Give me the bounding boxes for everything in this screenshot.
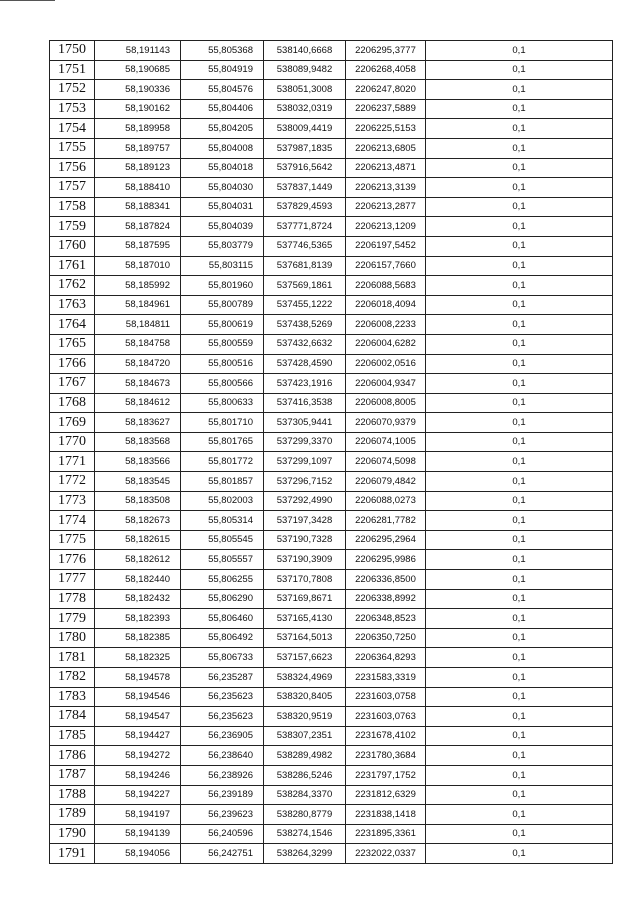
accuracy-cell: 0,1 (426, 374, 613, 394)
latitude-cell: 58,182325 (95, 648, 181, 668)
y-coordinate-cell: 2206079,4842 (346, 472, 426, 492)
y-coordinate-cell: 2206213,2877 (346, 197, 426, 217)
latitude-cell: 58,182615 (95, 530, 181, 550)
y-coordinate-cell: 2206338,8992 (346, 589, 426, 609)
longitude-cell: 56,239189 (181, 785, 264, 805)
latitude-cell: 58,189123 (95, 158, 181, 178)
accuracy-cell: 0,1 (426, 276, 613, 296)
x-coordinate-cell: 537299,1097 (264, 452, 346, 472)
longitude-cell: 55,800559 (181, 334, 264, 354)
point-number-cell: 1774 (50, 511, 95, 531)
x-coordinate-cell: 537416,3538 (264, 393, 346, 413)
longitude-cell: 55,806290 (181, 589, 264, 609)
accuracy-cell: 0,1 (426, 628, 613, 648)
y-coordinate-cell: 2206295,9986 (346, 550, 426, 570)
point-number-cell: 1788 (50, 785, 95, 805)
x-coordinate-cell: 537197,3428 (264, 511, 346, 531)
latitude-cell: 58,183545 (95, 472, 181, 492)
table-row (50, 217, 613, 237)
table-row (50, 315, 613, 335)
accuracy-cell: 0,1 (426, 824, 613, 844)
table-row (50, 726, 613, 746)
point-number-cell: 1754 (50, 119, 95, 139)
y-coordinate-cell: 2206088,0273 (346, 491, 426, 511)
y-coordinate-cell: 2231603,0763 (346, 707, 426, 727)
longitude-cell: 55,802003 (181, 491, 264, 511)
point-number-cell: 1779 (50, 609, 95, 629)
point-number-cell: 1778 (50, 589, 95, 609)
table-row (50, 99, 613, 119)
y-coordinate-cell: 2206004,6282 (346, 334, 426, 354)
y-coordinate-cell: 2206004,9347 (346, 374, 426, 394)
table-row (50, 393, 613, 413)
coordinates-table-body (50, 41, 613, 864)
x-coordinate-cell: 538284,3370 (264, 785, 346, 805)
point-number-cell: 1789 (50, 805, 95, 825)
latitude-cell: 58,182673 (95, 511, 181, 531)
longitude-cell: 55,806255 (181, 570, 264, 590)
y-coordinate-cell: 2231780,3684 (346, 746, 426, 766)
longitude-cell: 56,235623 (181, 687, 264, 707)
table-row (50, 236, 613, 256)
table-row (50, 550, 613, 570)
latitude-cell: 58,183508 (95, 491, 181, 511)
x-coordinate-cell: 537157,6623 (264, 648, 346, 668)
point-number-cell: 1753 (50, 99, 95, 119)
point-number-cell: 1751 (50, 60, 95, 80)
table-row (50, 628, 613, 648)
y-coordinate-cell: 2206157,7660 (346, 256, 426, 276)
accuracy-cell: 0,1 (426, 511, 613, 531)
point-number-cell: 1777 (50, 570, 95, 590)
accuracy-cell: 0,1 (426, 334, 613, 354)
y-coordinate-cell: 2231812,6329 (346, 785, 426, 805)
latitude-cell: 58,185992 (95, 276, 181, 296)
y-coordinate-cell: 2206197,5452 (346, 236, 426, 256)
accuracy-cell: 0,1 (426, 138, 613, 158)
point-number-cell: 1784 (50, 707, 95, 727)
x-coordinate-cell: 537987,1835 (264, 138, 346, 158)
y-coordinate-cell: 2206350,7250 (346, 628, 426, 648)
accuracy-cell: 0,1 (426, 648, 613, 668)
x-coordinate-cell: 537455,1222 (264, 295, 346, 315)
latitude-cell: 58,184720 (95, 354, 181, 374)
point-number-cell: 1780 (50, 628, 95, 648)
longitude-cell: 56,238926 (181, 765, 264, 785)
latitude-cell: 58,190336 (95, 80, 181, 100)
x-coordinate-cell: 537771,8724 (264, 217, 346, 237)
table-row (50, 60, 613, 80)
longitude-cell: 55,801710 (181, 413, 264, 433)
y-coordinate-cell: 2206213,1209 (346, 217, 426, 237)
y-coordinate-cell: 2206295,3777 (346, 41, 426, 61)
table-row (50, 785, 613, 805)
x-coordinate-cell: 538140,6668 (264, 41, 346, 61)
y-coordinate-cell: 2231678,4102 (346, 726, 426, 746)
table-row (50, 413, 613, 433)
latitude-cell: 58,194197 (95, 805, 181, 825)
longitude-cell: 55,800633 (181, 393, 264, 413)
x-coordinate-cell: 537170,7808 (264, 570, 346, 590)
table-row (50, 589, 613, 609)
x-coordinate-cell: 537829,4593 (264, 197, 346, 217)
latitude-cell: 58,187824 (95, 217, 181, 237)
point-number-cell: 1762 (50, 276, 95, 296)
accuracy-cell: 0,1 (426, 158, 613, 178)
accuracy-cell: 0,1 (426, 236, 613, 256)
x-coordinate-cell: 537569,1861 (264, 276, 346, 296)
point-number-cell: 1767 (50, 374, 95, 394)
longitude-cell: 55,800789 (181, 295, 264, 315)
table-row (50, 765, 613, 785)
x-coordinate-cell: 537746,5365 (264, 236, 346, 256)
y-coordinate-cell: 2206213,6805 (346, 138, 426, 158)
accuracy-cell: 0,1 (426, 393, 613, 413)
point-number-cell: 1782 (50, 668, 95, 688)
y-coordinate-cell: 2206364,8293 (346, 648, 426, 668)
latitude-cell: 58,189757 (95, 138, 181, 158)
accuracy-cell: 0,1 (426, 530, 613, 550)
latitude-cell: 58,182393 (95, 609, 181, 629)
point-number-cell: 1769 (50, 413, 95, 433)
table-row (50, 119, 613, 139)
table-row (50, 472, 613, 492)
accuracy-cell: 0,1 (426, 472, 613, 492)
accuracy-cell: 0,1 (426, 99, 613, 119)
x-coordinate-cell: 537169,8671 (264, 589, 346, 609)
point-number-cell: 1764 (50, 315, 95, 335)
latitude-cell: 58,183627 (95, 413, 181, 433)
x-coordinate-cell: 537438,5269 (264, 315, 346, 335)
x-coordinate-cell: 537190,3909 (264, 550, 346, 570)
y-coordinate-cell: 2231583,3319 (346, 668, 426, 688)
table-row (50, 178, 613, 198)
longitude-cell: 55,801857 (181, 472, 264, 492)
accuracy-cell: 0,1 (426, 805, 613, 825)
longitude-cell: 55,804039 (181, 217, 264, 237)
accuracy-cell: 0,1 (426, 197, 613, 217)
point-number-cell: 1763 (50, 295, 95, 315)
latitude-cell: 58,188410 (95, 178, 181, 198)
longitude-cell: 55,804406 (181, 99, 264, 119)
longitude-cell: 56,235623 (181, 707, 264, 727)
longitude-cell: 55,800516 (181, 354, 264, 374)
table-row (50, 452, 613, 472)
y-coordinate-cell: 2231838,1418 (346, 805, 426, 825)
table-row (50, 844, 613, 864)
accuracy-cell: 0,1 (426, 315, 613, 335)
x-coordinate-cell: 538289,4982 (264, 746, 346, 766)
latitude-cell: 58,184961 (95, 295, 181, 315)
latitude-cell: 58,183566 (95, 452, 181, 472)
latitude-cell: 58,183568 (95, 432, 181, 452)
y-coordinate-cell: 2206336,8500 (346, 570, 426, 590)
y-coordinate-cell: 2206213,4871 (346, 158, 426, 178)
point-number-cell: 1758 (50, 197, 95, 217)
accuracy-cell: 0,1 (426, 432, 613, 452)
point-number-cell: 1775 (50, 530, 95, 550)
table-row (50, 138, 613, 158)
table-row (50, 570, 613, 590)
latitude-cell: 58,187595 (95, 236, 181, 256)
latitude-cell: 58,190685 (95, 60, 181, 80)
point-number-cell: 1765 (50, 334, 95, 354)
accuracy-cell: 0,1 (426, 726, 613, 746)
accuracy-cell: 0,1 (426, 570, 613, 590)
longitude-cell: 55,804031 (181, 197, 264, 217)
point-number-cell: 1783 (50, 687, 95, 707)
x-coordinate-cell: 538032,0319 (264, 99, 346, 119)
table-row (50, 511, 613, 531)
table-row (50, 491, 613, 511)
longitude-cell: 56,238640 (181, 746, 264, 766)
accuracy-cell: 0,1 (426, 668, 613, 688)
point-number-cell: 1773 (50, 491, 95, 511)
accuracy-cell: 0,1 (426, 707, 613, 727)
point-number-cell: 1760 (50, 236, 95, 256)
point-number-cell: 1787 (50, 765, 95, 785)
x-coordinate-cell: 537164,5013 (264, 628, 346, 648)
y-coordinate-cell: 2206070,9379 (346, 413, 426, 433)
y-coordinate-cell: 2231603,0758 (346, 687, 426, 707)
table-row (50, 80, 613, 100)
accuracy-cell: 0,1 (426, 765, 613, 785)
table-row (50, 354, 613, 374)
latitude-cell: 58,194427 (95, 726, 181, 746)
table-row (50, 824, 613, 844)
longitude-cell: 55,803779 (181, 236, 264, 256)
table-row (50, 648, 613, 668)
point-number-cell: 1786 (50, 746, 95, 766)
accuracy-cell: 0,1 (426, 413, 613, 433)
table-row (50, 276, 613, 296)
x-coordinate-cell: 537681,8139 (264, 256, 346, 276)
accuracy-cell: 0,1 (426, 687, 613, 707)
table-row (50, 334, 613, 354)
accuracy-cell: 0,1 (426, 746, 613, 766)
longitude-cell: 55,800566 (181, 374, 264, 394)
point-number-cell: 1776 (50, 550, 95, 570)
y-coordinate-cell: 2206074,1005 (346, 432, 426, 452)
x-coordinate-cell: 537428,4590 (264, 354, 346, 374)
y-coordinate-cell: 2206225,5153 (346, 119, 426, 139)
accuracy-cell: 0,1 (426, 295, 613, 315)
longitude-cell: 55,806492 (181, 628, 264, 648)
x-coordinate-cell: 538280,8779 (264, 805, 346, 825)
longitude-cell: 56,242751 (181, 844, 264, 864)
y-coordinate-cell: 2206213,3139 (346, 178, 426, 198)
accuracy-cell: 0,1 (426, 589, 613, 609)
accuracy-cell: 0,1 (426, 60, 613, 80)
y-coordinate-cell: 2231895,3361 (346, 824, 426, 844)
latitude-cell: 58,188341 (95, 197, 181, 217)
y-coordinate-cell: 2206074,5098 (346, 452, 426, 472)
accuracy-cell: 0,1 (426, 844, 613, 864)
point-number-cell: 1768 (50, 393, 95, 413)
longitude-cell: 55,803115 (181, 256, 264, 276)
scan-edge-mark (0, 0, 55, 1)
x-coordinate-cell: 537165,4130 (264, 609, 346, 629)
longitude-cell: 55,804018 (181, 158, 264, 178)
x-coordinate-cell: 537837,1449 (264, 178, 346, 198)
table-row (50, 41, 613, 61)
table-row (50, 687, 613, 707)
latitude-cell: 58,194578 (95, 668, 181, 688)
table-row (50, 158, 613, 178)
latitude-cell: 58,189958 (95, 119, 181, 139)
point-number-cell: 1790 (50, 824, 95, 844)
point-number-cell: 1752 (50, 80, 95, 100)
longitude-cell: 56,240596 (181, 824, 264, 844)
longitude-cell: 55,805368 (181, 41, 264, 61)
accuracy-cell: 0,1 (426, 256, 613, 276)
y-coordinate-cell: 2206247,8020 (346, 80, 426, 100)
point-number-cell: 1770 (50, 432, 95, 452)
accuracy-cell: 0,1 (426, 785, 613, 805)
latitude-cell: 58,182612 (95, 550, 181, 570)
longitude-cell: 55,804576 (181, 80, 264, 100)
point-number-cell: 1771 (50, 452, 95, 472)
x-coordinate-cell: 537432,6632 (264, 334, 346, 354)
x-coordinate-cell: 538264,3299 (264, 844, 346, 864)
accuracy-cell: 0,1 (426, 41, 613, 61)
latitude-cell: 58,194246 (95, 765, 181, 785)
latitude-cell: 58,184673 (95, 374, 181, 394)
x-coordinate-cell: 538051,3008 (264, 80, 346, 100)
longitude-cell: 55,805314 (181, 511, 264, 531)
latitude-cell: 58,182385 (95, 628, 181, 648)
table-row (50, 530, 613, 550)
x-coordinate-cell: 537916,5642 (264, 158, 346, 178)
coordinates-table (49, 40, 613, 864)
x-coordinate-cell: 538286,5246 (264, 765, 346, 785)
longitude-cell: 55,804008 (181, 138, 264, 158)
longitude-cell: 55,804030 (181, 178, 264, 198)
x-coordinate-cell: 537305,9441 (264, 413, 346, 433)
longitude-cell: 55,804919 (181, 60, 264, 80)
latitude-cell: 58,194546 (95, 687, 181, 707)
y-coordinate-cell: 2232022,0337 (346, 844, 426, 864)
table-row (50, 295, 613, 315)
latitude-cell: 58,190162 (95, 99, 181, 119)
longitude-cell: 55,801765 (181, 432, 264, 452)
point-number-cell: 1756 (50, 158, 95, 178)
longitude-cell: 55,801960 (181, 276, 264, 296)
latitude-cell: 58,182440 (95, 570, 181, 590)
table-row (50, 374, 613, 394)
y-coordinate-cell: 2206008,8005 (346, 393, 426, 413)
accuracy-cell: 0,1 (426, 491, 613, 511)
x-coordinate-cell: 537296,7152 (264, 472, 346, 492)
table-row (50, 707, 613, 727)
point-number-cell: 1791 (50, 844, 95, 864)
y-coordinate-cell: 2206008,2233 (346, 315, 426, 335)
latitude-cell: 58,194272 (95, 746, 181, 766)
longitude-cell: 55,805545 (181, 530, 264, 550)
point-number-cell: 1757 (50, 178, 95, 198)
latitude-cell: 58,194227 (95, 785, 181, 805)
table-row (50, 609, 613, 629)
table-row (50, 668, 613, 688)
y-coordinate-cell: 2206002,0516 (346, 354, 426, 374)
longitude-cell: 55,805557 (181, 550, 264, 570)
latitude-cell: 58,194139 (95, 824, 181, 844)
latitude-cell: 58,194056 (95, 844, 181, 864)
table-row (50, 432, 613, 452)
point-number-cell: 1759 (50, 217, 95, 237)
accuracy-cell: 0,1 (426, 609, 613, 629)
table-row (50, 256, 613, 276)
y-coordinate-cell: 2206088,5683 (346, 276, 426, 296)
y-coordinate-cell: 2206268,4058 (346, 60, 426, 80)
latitude-cell: 58,184758 (95, 334, 181, 354)
table-row (50, 805, 613, 825)
point-number-cell: 1755 (50, 138, 95, 158)
longitude-cell: 55,804205 (181, 119, 264, 139)
x-coordinate-cell: 538307,2351 (264, 726, 346, 746)
latitude-cell: 58,194547 (95, 707, 181, 727)
x-coordinate-cell: 537423,1916 (264, 374, 346, 394)
longitude-cell: 56,235287 (181, 668, 264, 688)
x-coordinate-cell: 537190,7328 (264, 530, 346, 550)
point-number-cell: 1761 (50, 256, 95, 276)
accuracy-cell: 0,1 (426, 354, 613, 374)
accuracy-cell: 0,1 (426, 80, 613, 100)
x-coordinate-cell: 538320,9519 (264, 707, 346, 727)
x-coordinate-cell: 538324,4969 (264, 668, 346, 688)
accuracy-cell: 0,1 (426, 178, 613, 198)
longitude-cell: 55,801772 (181, 452, 264, 472)
point-number-cell: 1750 (50, 41, 95, 61)
point-number-cell: 1772 (50, 472, 95, 492)
y-coordinate-cell: 2206348,8523 (346, 609, 426, 629)
point-number-cell: 1766 (50, 354, 95, 374)
x-coordinate-cell: 538274,1546 (264, 824, 346, 844)
table-row (50, 746, 613, 766)
latitude-cell: 58,184612 (95, 393, 181, 413)
y-coordinate-cell: 2206237,5889 (346, 99, 426, 119)
accuracy-cell: 0,1 (426, 452, 613, 472)
x-coordinate-cell: 537299,3370 (264, 432, 346, 452)
latitude-cell: 58,182432 (95, 589, 181, 609)
y-coordinate-cell: 2231797,1752 (346, 765, 426, 785)
y-coordinate-cell: 2206281,7782 (346, 511, 426, 531)
latitude-cell: 58,184811 (95, 315, 181, 335)
x-coordinate-cell: 538320,8405 (264, 687, 346, 707)
accuracy-cell: 0,1 (426, 119, 613, 139)
longitude-cell: 55,806460 (181, 609, 264, 629)
point-number-cell: 1781 (50, 648, 95, 668)
latitude-cell: 58,187010 (95, 256, 181, 276)
longitude-cell: 56,239623 (181, 805, 264, 825)
x-coordinate-cell: 538089,9482 (264, 60, 346, 80)
longitude-cell: 55,806733 (181, 648, 264, 668)
accuracy-cell: 0,1 (426, 217, 613, 237)
table-row (50, 197, 613, 217)
point-number-cell: 1785 (50, 726, 95, 746)
x-coordinate-cell: 538009,4419 (264, 119, 346, 139)
y-coordinate-cell: 2206018,4094 (346, 295, 426, 315)
latitude-cell: 58,191143 (95, 41, 181, 61)
x-coordinate-cell: 537292,4990 (264, 491, 346, 511)
y-coordinate-cell: 2206295,2964 (346, 530, 426, 550)
longitude-cell: 56,236905 (181, 726, 264, 746)
accuracy-cell: 0,1 (426, 550, 613, 570)
longitude-cell: 55,800619 (181, 315, 264, 335)
